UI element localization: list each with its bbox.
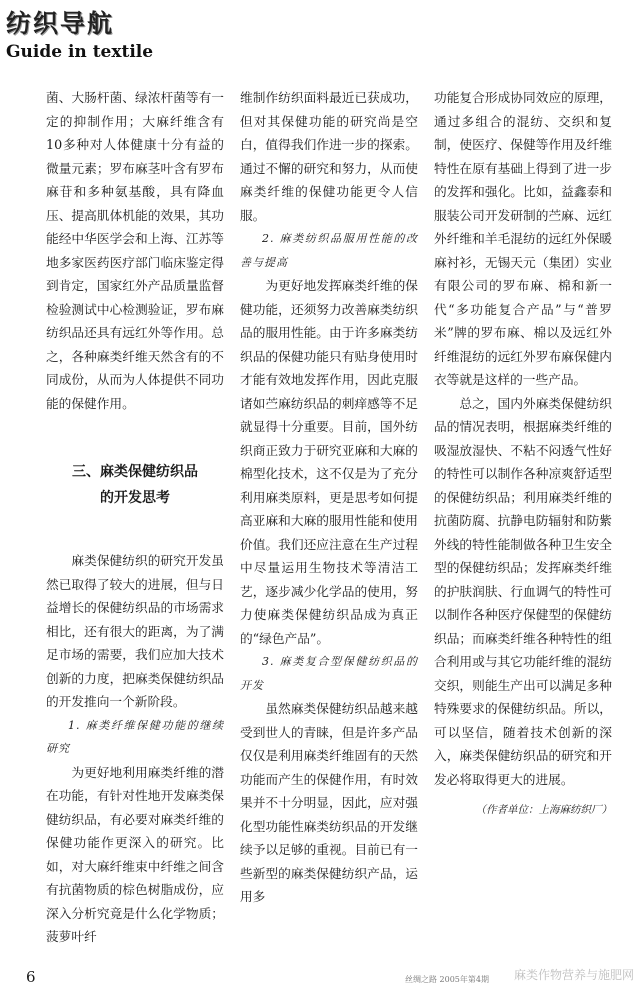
subsection-heading: 3. 麻类复合型保健纺织品的开发 — [240, 655, 418, 692]
page-number: 6 — [26, 968, 36, 986]
paragraph: 总之，国内外麻类保健纺织品的情况表明，根据麻类纤维的吸湿放湿快、不粘不闷透气性好的特性可以制作各种凉爽舒适型的保健纺织品；利用麻类纤维的抗菌防腐、抗静电防辐射和防紫外线的特性能制做各种卫生安全型的保健纺织品；发挥麻类纤维的护肤润肤、行血调气的特性可以制作各种医疗保健型的保健纺织品；而麻类纤维各种特性的组合利用或与其它功能纤维的混纺交织，则能生产出可以满足多种特殊要求的保健纺织品。所以，可以坚信，随着技术创新的深入，麻类保健纺织品的研究和开发必将取得更大的进展。 — [434, 395, 612, 787]
subsection-heading: 2. 麻类纺织品服用性能的改善与提高 — [240, 232, 418, 269]
site-watermark: 麻类作物营养与施肥网 — [513, 968, 634, 982]
text-column-1 — [46, 86, 224, 949]
paragraph: 麻类保健纺织的研究开发虽然已取得了较大的进展，但与日益增长的保健纺织品的市场需求相比，还有很大的距离，为了满足市场的需要，我们应加大技术创新的力度，把麻类保健纺织品的开发推向一个新阶段。 — [46, 553, 224, 709]
text-column-2 — [240, 86, 418, 909]
magazine-header — [6, 4, 153, 62]
paragraph: 功能复合形成协同效应的原理，通过多组合的混纺、交织和复制，使医疗、保健等作用及纤维特性在原有基础上得到了进一步的发挥和强化。比如，益鑫泰和服装公司开发研制的苎麻、远红外纤维和羊毛混纺的远红外保暖麻衬衫，无锡天元（集团）实业有限公司的罗布麻、棉和新一代“多功能复合产品”与“普罗米”牌的罗布麻、棉以及远红外纤维混纺的远红外罗布麻保健内衣等就是这样的一些产品。 — [434, 90, 612, 387]
paragraph: 维制作纺织面料最近已获成功，但对其保健功能的研究尚是空白，值得我们作进一步的探索。通过不懈的研究和努力，从而使麻类纤维的保健功能更令人信服。 — [240, 90, 418, 223]
paragraph: 为更好地利用麻类纤维的潜在功能，有针对性地开发麻类保健纺织品，有必要对麻类纤维的保健功能作更深入的研究。比如，对大麻纤维束中纤维之间含有抗菌物质的棕色树脂成份，应深入分析究竟是什么化学物质；菠萝叶纤 — [46, 764, 224, 944]
section-heading-line: 三、麻类保健纺织品 — [72, 464, 198, 480]
header-title-en: Guide in textile — [6, 42, 154, 62]
author-affiliation: （作者单位：上海麻纺织厂） — [475, 804, 612, 816]
paragraph: 菌、大肠杆菌、绿浓杆菌等有一定的抑制作用；大麻纤维含有10多种对人体健康十分有益的微量元素；罗布麻茎叶含有罗布麻苷和多种氨基酸，具有降血压、提高肌体机能的效果，其功能经中华医学会和上海、江苏等地多家医药医疗部门临床鉴定得到肯定，国家红外产品质量监督检验测试中心检测验证，罗布麻纺织品还具有远红外等作用。总之，各种麻类纤维天然含有的不同成份，从而为人体提供不同功能的保健作用。 — [46, 90, 224, 411]
paragraph: 为更好地发挥麻类纤维的保健功能，还须努力改善麻类纺织品的服用性能。由于许多麻类纺织品的保健功能只有贴身使用时才能有效地发挥作用，因此克服诸如苎麻纺织品的刺痒感等不足就显得十分重要。目前，国外纺织商正致力于研究亚麻和大麻的棉型化技术，这不仅是为了充分利用麻类原料，更是思考如何提高亚麻和大麻的服用性能和使用价值。我们还应注意在生产过程中尽量运用生物技术等清洁工艺，逐步减少化学品的使用，努力使麻类保健纺织品成为真正的“绿色产品”。 — [240, 278, 418, 646]
section-heading-line: 的开发思考 — [100, 490, 170, 506]
issue-label: 丝绸之路 2005年第4期 — [405, 975, 489, 984]
section-heading — [46, 459, 224, 511]
paragraph: 虽然麻类保健纺织品越来越受到世人的青睐，但是许多产品仅仅是利用麻类纤维固有的天然功能而产生的保健作用，有时效果并不十分明显，因此，应对强化型功能性麻类纺织品的开发继续予以足够的重视。目前已有一些新型的麻类保健纺织产品，运用多 — [240, 701, 418, 904]
text-column-3 — [434, 86, 612, 823]
subsection-heading: 1. 麻类纤维保健功能的继续研究 — [46, 718, 224, 755]
header-title-cn: 纺织导航 — [6, 9, 115, 38]
